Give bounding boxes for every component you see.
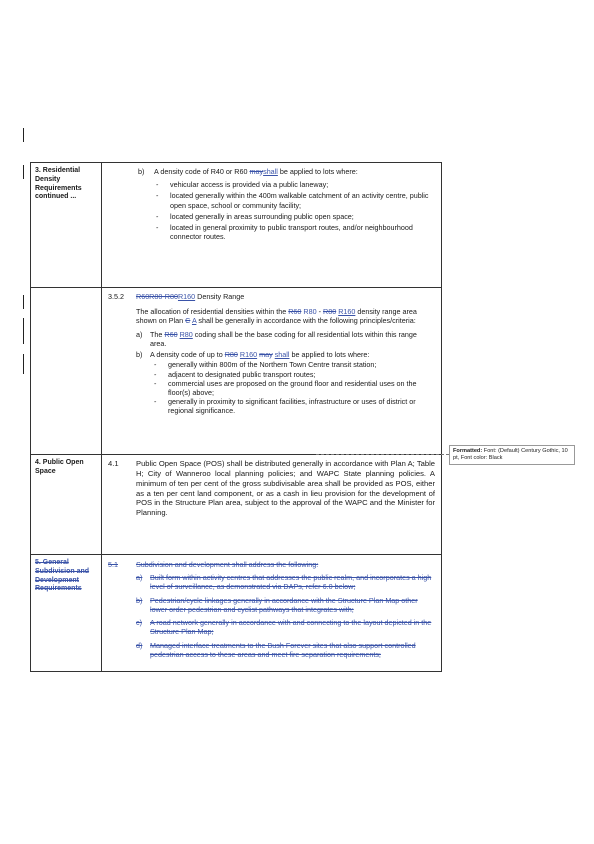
criteria-list-2 bbox=[152, 360, 435, 415]
list-item: - located generally in areas surrounding public open space; bbox=[156, 211, 354, 221]
table-row-density-range bbox=[30, 288, 442, 455]
density-range-content bbox=[102, 288, 441, 420]
list-item: - vehicular access is provided via a public laneway; bbox=[156, 180, 329, 190]
section4-heading: 4. Public Open Space bbox=[31, 455, 102, 554]
table-row-section5 bbox=[30, 555, 442, 672]
list-item: c) A road network generally in accordance with and connecting to the layout depicted in the Structure Plan Map; bbox=[136, 618, 432, 637]
list-item: b) Pedestrian/cycle linkages generally in accordance with the Structure Plan Map other lower order pedestrian and cyclist pathways that integrates with; bbox=[136, 595, 418, 614]
list-item: d) Managed interface treatments to the Bush Forever sites that also support controlled pedestrian access to these areas and meet fire separation requirements; bbox=[136, 640, 416, 659]
change-bar bbox=[23, 165, 24, 179]
change-bar bbox=[23, 295, 24, 309]
section5-heading: 5. General Subdivision and Development Requirements bbox=[31, 555, 102, 671]
item-b: b) A density code of R40 or R60 mayshall be applied to lots where: bbox=[138, 167, 358, 176]
item-b2: b) A density code of up to R80 R160 may shall be applied to lots where: bbox=[136, 350, 370, 360]
section3-heading: 3. Residential Density Requirements continued ... bbox=[31, 163, 102, 287]
list-item: - commercial uses are proposed on the ground floor and residential uses on the floor(s) above; bbox=[154, 378, 417, 397]
list-item: - adjacent to designated public transport routes; bbox=[154, 369, 316, 379]
list-item: - located in general proximity to public transport routes, and/or neighbourhood connector routes. bbox=[156, 223, 413, 242]
comment-connector bbox=[316, 454, 449, 455]
change-bar bbox=[23, 318, 24, 344]
table-row-section4 bbox=[30, 455, 442, 555]
section5-content bbox=[102, 555, 441, 663]
subsection-heading: 3.5.2 R60R80-R80R160 Density Range bbox=[108, 292, 245, 301]
allocation-paragraph: The allocation of residential densities within the R60 R80 - R80 R160 density range area shown on Plan C A shall be generally in accordance with the following principles/criteria: bbox=[136, 307, 417, 326]
change-bar bbox=[23, 128, 24, 142]
change-bar bbox=[23, 354, 24, 374]
table-row-section3 bbox=[30, 162, 442, 288]
list-item: - generally in proximity to significant facilities, infrastructure or uses of district or regional significance. bbox=[154, 397, 416, 416]
list-item: - located generally within the 400m walkable catchment of an activity centre, public open space, school or community facility; bbox=[156, 191, 429, 210]
section3-content bbox=[102, 163, 441, 248]
section4-content: 4.1 Public Open Space (POS) shall be distributed generally in accordance with Plan A; Table H; City of Wanneroo local planning policies; and WAPC State planning policies. A minimum of ten per cent of the gross subdivisable area shall be provided as POS, either as a ten per cent land component, or as a cash in lieu provision for the development of POS in the Structure Plan area, subject to the approval of the WAPC and the Minister for Planning. bbox=[108, 459, 435, 518]
item-a: a) The R60 R80 coding shall be the base coding for all residential lots within this range area. bbox=[136, 329, 417, 348]
criteria-list bbox=[154, 180, 435, 241]
list-item: a) Built form within activity centres that addresses the public realm, and incorporates a high level of surveillance, as demonstrated via DAPs, refer 6.0 below; bbox=[136, 573, 432, 592]
section5-intro: 5.1 Subdivision and development shall address the following: bbox=[108, 560, 319, 569]
list-item: - generally within 800m of the Northern Town Centre transit station; bbox=[154, 360, 377, 370]
formatting-comment[interactable]: Formatted: Font: (Default) Century Gothic, 10 pt, Font color: Black bbox=[449, 445, 575, 465]
